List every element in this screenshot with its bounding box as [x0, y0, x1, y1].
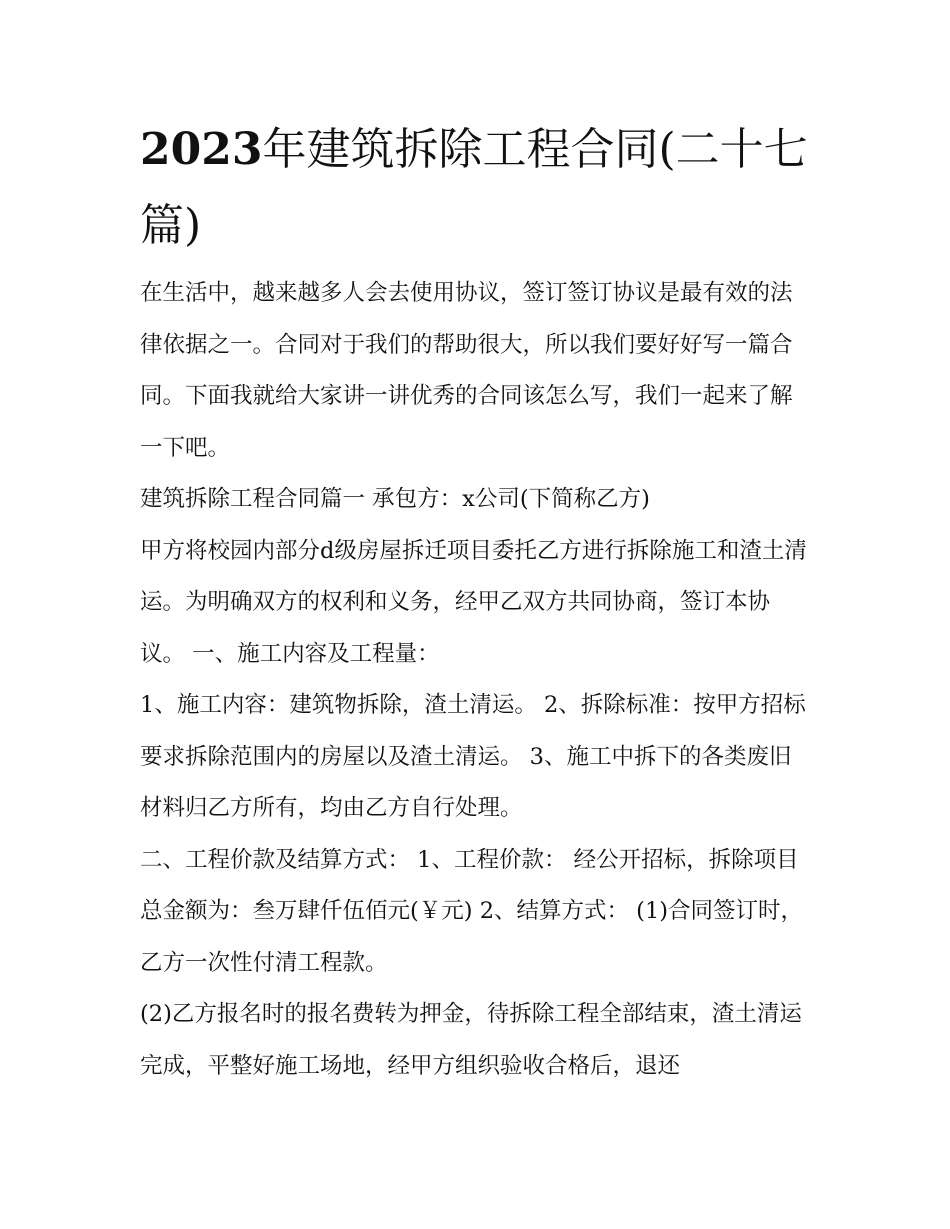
paragraph-intro: 在生活中，越来越多人会去使用协议，签订签订协议是最有效的法律依据之一。合同对于我们的帮助很大，所以我们要好好写一篇合同。下面我就给大家讲一讲优秀的合同该怎么写，我们一起来了解一下吧。: [140, 280, 793, 461]
paragraph-entrustment: 甲方将校园内部分d级房屋拆迁项目委托乙方进行拆除施工和渣土清运。为明确双方的权利和义务，经甲乙双方共同协商，签订本协议。 一、施工内容及工程量：: [140, 537, 807, 667]
title-text: 年建筑拆除工程合同(二十七篇): [140, 124, 808, 251]
document-title: [140, 112, 812, 264]
paragraph-deposit: (2)乙方报名时的报名费转为押金，待拆除工程全部结束，渣土清运完成，平整好施工场地，经甲方组织验收合格后，退还: [140, 1001, 802, 1079]
paragraph-construction-content: 1、施工内容：建筑物拆除，渣土清运。 2、拆除标准：按甲方招标要求拆除范围内的房屋以及渣土清运。 3、施工中拆下的各类废旧材料归乙方所有，均由乙方自行处理。: [140, 692, 806, 821]
document-page: [140, 112, 812, 1092]
title-year: 2023: [140, 124, 263, 175]
paragraph-section-one-heading: 建筑拆除工程合同篇一 承包方：x公司(下简称乙方): [140, 486, 650, 512]
paragraph-price-settlement: 二、工程价款及结算方式： 1、工程价款： 经公开招标，拆除项目总金额为：叁万肆仟伍佰元(￥元) 2、结算方式： (1)合同签订时，乙方一次性付清工程款。: [140, 846, 804, 976]
